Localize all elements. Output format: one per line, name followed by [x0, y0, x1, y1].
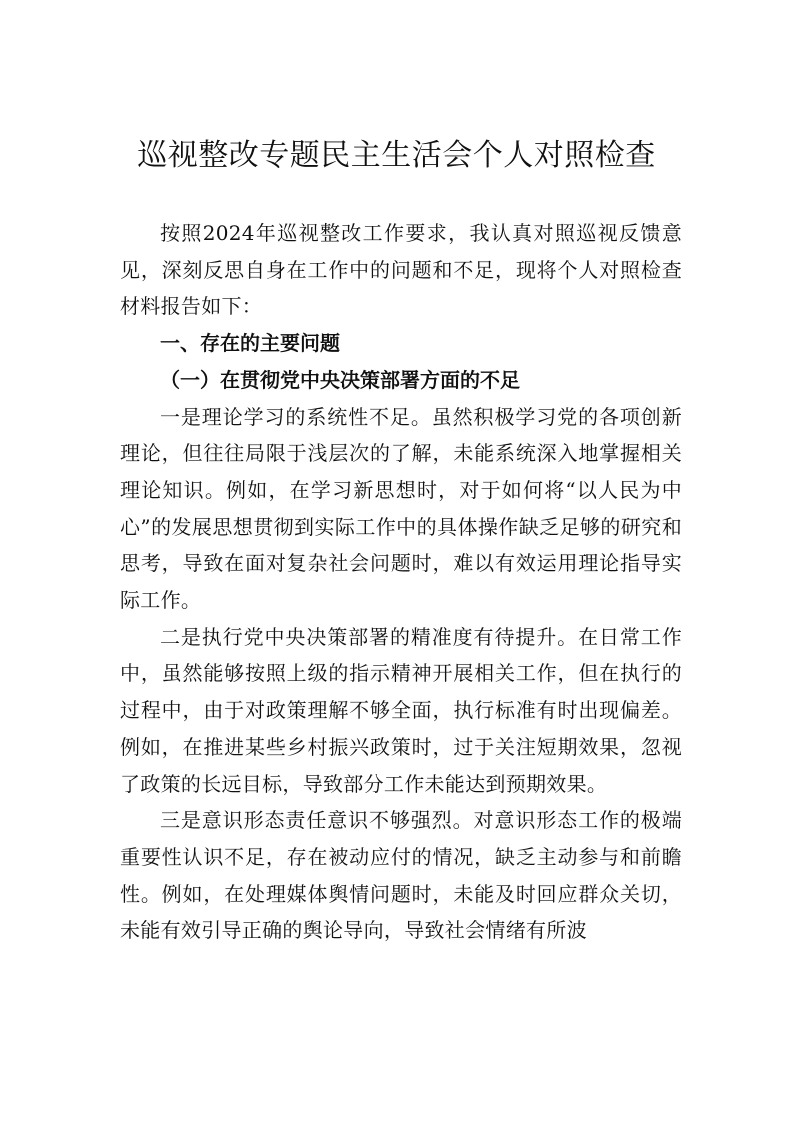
document-body — [120, 215, 682, 949]
subsection-heading: （一）在贯彻党中央决策部署方面的不足 — [160, 367, 520, 392]
body-paragraph-3: 三是意识形态责任意识不够强烈。对意识形态工作的极端重要性认识不足，存在被动应付的情况，缺乏主动参与和前瞻性。例如，在处理媒体舆情问题时，未能及时回应群众关切，未能有效引导正确的舆论导向，导致社会情绪有所波 — [120, 808, 682, 943]
body-paragraph-1: 一是理论学习的系统性不足。虽然积极学习党的各项创新理论，但往往局限于浅层次的了解，未能系统深入地掌握相关理论知识。例如，在学习新思想时，对于如何将“以人民为中心”的发展思想贯彻到实际工作中的具体操作缺乏足够的研究和思考，导致在面对复杂社会问题时，难以有效运用理论指导实际工作。 — [120, 404, 682, 613]
document-title: 巡视整改专题民主生活会个人对照检查 — [137, 138, 656, 173]
intro-paragraph: 按照2024年巡视整改工作要求，我认真对照巡视反馈意见，深刻反思自身在工作中的问题和不足，现将个人对照检查材料报告如下： — [120, 221, 682, 319]
section-heading: 一、存在的主要问题 — [160, 331, 340, 356]
body-paragraph-2: 二是执行党中央决策部署的精准度有待提升。在日常工作中，虽然能够按照上级的指示精神开展相关工作，但在执行的过程中，由于对政策理解不够全面，执行标准有时出现偏差。例如，在推进某些乡村振兴政策时，过于关注短期效果，忽视了政策的长远目标，导致部分工作未能达到预期效果。 — [120, 624, 682, 796]
